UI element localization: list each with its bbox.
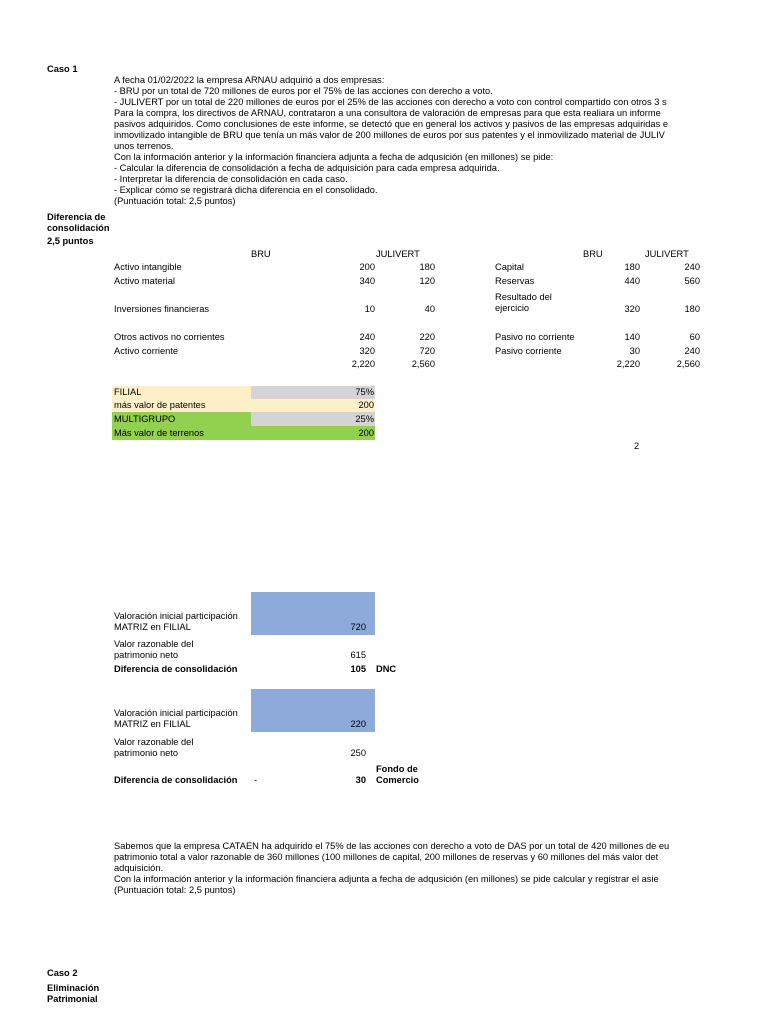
liability-bru-value: 180 [624,262,640,272]
calc1-vr-label-line2: patrimonio neto [114,650,179,660]
patentes-label: más valor de patentes [114,400,206,410]
col-header-bru-right: BRU [583,249,603,259]
caso2-label: Caso 2 [47,968,78,978]
calc2-value: 220 [350,719,366,729]
intro-line: (Puntuación total: 2,5 puntos) [114,196,236,206]
liability-julivert-value: 60 [689,332,700,342]
calc2-vr-label-line2: patrimonio neto [114,748,179,758]
section-points: 2,5 puntos [47,236,94,246]
calc2-label-line2: MATRIZ en FILIAL [114,719,191,729]
asset-bru-value: 10 [364,304,375,314]
multigrupo-value: 25% [355,414,374,424]
asset-julivert-value: 180 [419,262,435,272]
caso2-line: patrimonio total a valor razonable de 360 millones (100 millones de capital, 200 millones de reservas y 60 millones del más valor det [114,852,659,862]
intro-line: - Calcular la diferencia de consolidación a fecha de adquisición para cada empresa adquirida. [114,163,500,173]
asset-label: Activo corriente [114,346,179,356]
caso2-line: Sabemos que la empresa CATAEN ha adquirido el 75% de las acciones con derecho a voto de DAS por un total de 420 millones de eu [114,841,670,851]
assets-total-bru: 2,220 [351,359,375,369]
asset-julivert-value: 220 [419,332,435,342]
liability-label-line2: ejercicio [495,303,530,313]
calc1-diff-label: Diferencia de consolidación [114,664,238,674]
calc1-label-line2: MATRIZ en FILIAL [114,622,191,632]
col-header-julivert-right: JULIVERT [645,249,689,259]
intro-line: Con la información anterior y la información financiera adjunta a fecha de adqusición (en millones) se pide: [114,152,554,162]
filial-value: 75% [355,387,374,397]
liability-julivert-value: 560 [684,276,700,286]
liability-label-line1: Resultado del [495,292,552,302]
liabilities-total-julivert: 2,560 [676,359,700,369]
asset-bru-value: 340 [359,276,375,286]
liability-label: Capital [495,262,524,272]
liability-label: Pasivo no corriente [495,332,575,342]
intro-line: - BRU por un total de 720 millones de euros por el 75% de las acciones con derecho a voto. [114,86,493,96]
calc1-diff-note: DNC [376,664,397,674]
caso1-label: Caso 1 [47,64,78,74]
liability-bru-value: 140 [624,332,640,342]
section-label-line1: Diferencia de [47,212,106,222]
asset-label: Activo intangible [114,262,182,272]
assets-total-julivert: 2,560 [411,359,435,369]
stray-number: 2 [634,441,640,451]
intro-line: Para la compra, los directivos de ARNAU, contrataron a una consultora de valoración de empresas para que esta realiara un informe [114,108,661,118]
calc2-diff-sign: - [254,775,258,785]
calc1-label-line1: Valoración inicial participación [114,611,238,621]
calc1-value: 720 [350,622,366,632]
col-header-bru: BRU [251,249,271,259]
intro-line: unos terrenos. [114,141,174,151]
calc1-vr-value: 615 [350,650,366,660]
caso1-intro [114,75,702,207]
multigrupo-label: MULTIGRUPO [114,414,176,424]
intro-line: - JULIVERT por un total de 220 millones de euros por el 25% de las acciones con derecho a voto con control compartido con otros 3 s [114,97,667,107]
liability-label: Reservas [495,276,535,286]
asset-julivert-value: 40 [424,304,435,314]
caso2-line: adquisición. [114,863,164,873]
asset-bru-value: 320 [359,346,375,356]
calc2-vr-label-line1: Valor razonable del [114,737,194,747]
section-label-line2: consolidación [47,223,110,233]
intro-line: A fecha 01/02/2022 la empresa ARNAU adquirió a dos empresas: [114,75,385,85]
intro-line: - Explicar cómo se registrará dicha diferencia en el consolidado. [114,185,378,195]
caso2-text [114,841,702,896]
calc2-vr-value: 250 [350,748,366,758]
col-header-julivert: JULIVERT [376,249,420,259]
calc2-diff-note-line2: Comercio [376,775,419,785]
liability-bru-value: 30 [629,346,640,356]
liability-bru-value: 440 [624,276,640,286]
liability-julivert-value: 240 [684,346,700,356]
terrenos-label: Más valor de terrenos [114,428,204,438]
caso2-line: Con la información anterior y la información financiera adjunta a fecha de adqusición (en millones) se pide calcular y registrar el asie [114,874,659,884]
terrenos-value: 200 [358,428,374,438]
asset-label: Inversiones financieras [114,304,210,314]
liabilities-total-bru: 2,220 [616,359,640,369]
liability-julivert-value: 180 [684,304,700,314]
caso2-section-line2: Patrimonial [47,994,98,1004]
liability-julivert-value: 240 [684,262,700,272]
calc1-vr-label-line1: Valor razonable del [114,639,194,649]
calc1-diff-value: 105 [350,664,366,674]
liability-bru-value: 320 [624,304,640,314]
asset-label: Activo material [114,276,175,286]
asset-julivert-value: 120 [419,276,435,286]
caso2-line: (Puntuación total: 2,5 puntos) [114,885,236,895]
calc2-diff-note-line1: Fondo de [376,764,418,774]
asset-label: Otros activos no corrientes [114,332,225,342]
calc2-label-line1: Valoración inicial participación [114,708,238,718]
asset-julivert-value: 720 [419,346,435,356]
calc2-diff-label: Diferencia de consolidación [114,775,238,785]
intro-line: pasivos adquiridos. Como conclusiones de este informe, se detectó que en general los activos y pasivos de las empresas adquiridas e [114,119,668,129]
patentes-value: 200 [358,400,374,410]
caso2-section-line1: Eliminación [47,983,100,993]
calc2-diff-value: 30 [355,775,366,785]
asset-bru-value: 240 [359,332,375,342]
filial-label: FILIAL [114,387,142,397]
liability-label: Pasivo corriente [495,346,562,356]
asset-bru-value: 200 [359,262,375,272]
intro-line: - Interpretar la diferencia de consolidación en cada caso. [114,174,348,184]
intro-line: inmovilizado intangible de BRU que tenía un más valor de 200 millones de euros por sus patentes y el inmovilizado material de JULIV [114,130,665,140]
